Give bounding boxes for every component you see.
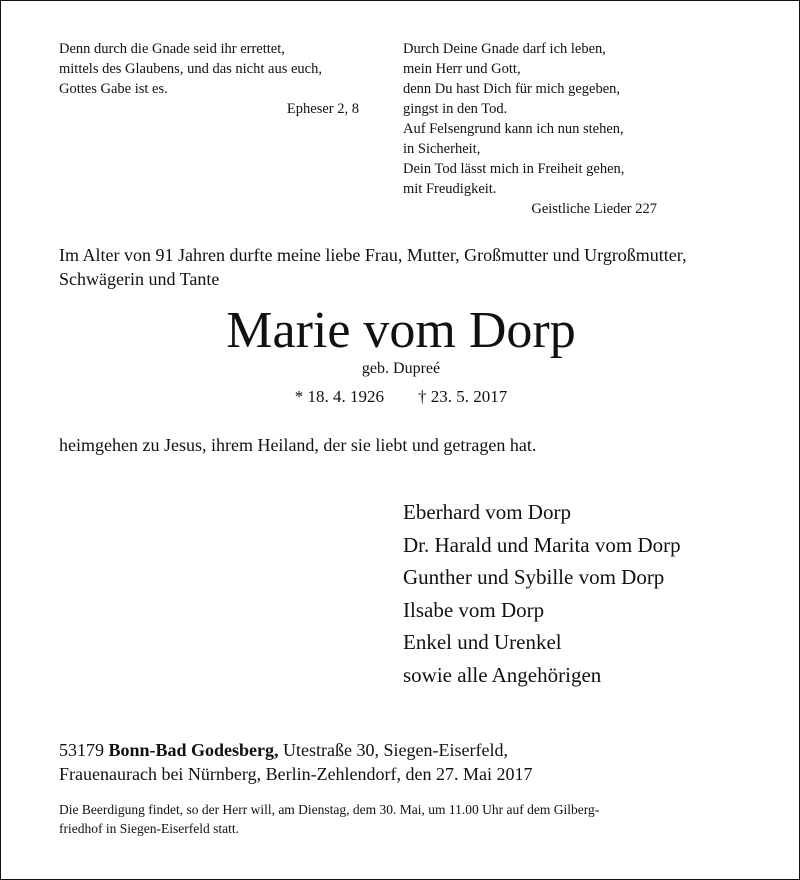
mourner: Ilsabe vom Dorp <box>403 597 545 622</box>
place-and-date <box>59 738 759 786</box>
verse-line: denn Du hast Dich für mich gegeben, <box>403 81 621 97</box>
verse-reference: Geistliche Lieder 227 <box>531 201 657 217</box>
verse-line: mittels des Glaubens, und das nicht aus euch, <box>59 61 322 77</box>
verse-line: gingst in den Tod. <box>403 101 508 117</box>
address-rest: Utestraße 30, Siegen-Eiserfeld, <box>283 740 508 760</box>
intro-line: Im Alter von 91 Jahren durfte meine liebe Frau, Mutter, Großmutter und Urgroßmutter, <box>59 245 687 265</box>
verse-line: Gottes Gabe ist es. <box>59 81 168 97</box>
address-line: Frauenaurach bei Nürnberg, Berlin-Zehlendorf, den 27. Mai 2017 <box>59 764 533 784</box>
mourners-list <box>403 496 783 691</box>
deceased-name: Marie vom Dorp <box>226 302 576 359</box>
bible-verse-left <box>59 39 359 119</box>
verse-line: in Sicherheit, <box>403 141 481 157</box>
verse-line: mit Freudigkeit. <box>403 181 497 197</box>
birth-name: geb. Dupreé <box>361 360 441 377</box>
mourner: Gunther und Sybille vom Dorp <box>403 565 665 589</box>
address-line <box>59 738 759 762</box>
death-date: † 23. 5. 2017 <box>418 387 508 406</box>
life-dates <box>1 385 800 409</box>
intro-text <box>59 243 749 291</box>
passing-message: heimgehen zu Jesus, ihrem Heiland, der sie liebt und getragen hat. <box>59 435 537 455</box>
mourner: Eberhard vom Dorp <box>403 500 571 524</box>
city: Bonn-Bad Godesberg, <box>108 740 279 760</box>
verse-line: mein Herr und Gott, <box>403 61 521 77</box>
verse-line: Denn durch die Gnade seid ihr errettet, <box>59 41 285 57</box>
birth-date: * 18. 4. 1926 <box>294 387 384 406</box>
verse-line: Durch Deine Gnade darf ich leben, <box>403 41 606 57</box>
funeral-line: Die Beerdigung findet, so der Herr will, am Dienstag, dem 30. Mai, um 11.00 Uhr auf dem Gilberg- <box>59 802 600 817</box>
hymn-verse-right <box>403 39 657 219</box>
postcode: 53179 <box>59 740 104 760</box>
mourner: Enkel und Urenkel <box>403 630 562 654</box>
intro-line: Schwägerin und Tante <box>59 269 220 289</box>
funeral-line: friedhof in Siegen-Eiserfeld statt. <box>59 821 239 836</box>
verse-reference: Epheser 2, 8 <box>286 101 359 117</box>
verse-line: Dein Tod lässt mich in Freiheit gehen, <box>403 161 625 177</box>
funeral-info <box>59 800 749 838</box>
mourner: sowie alle Angehörigen <box>403 662 602 687</box>
verse-line: Auf Felsengrund kann ich nun stehen, <box>403 121 624 137</box>
mourner: Dr. Harald und Marita vom Dorp <box>403 532 681 557</box>
